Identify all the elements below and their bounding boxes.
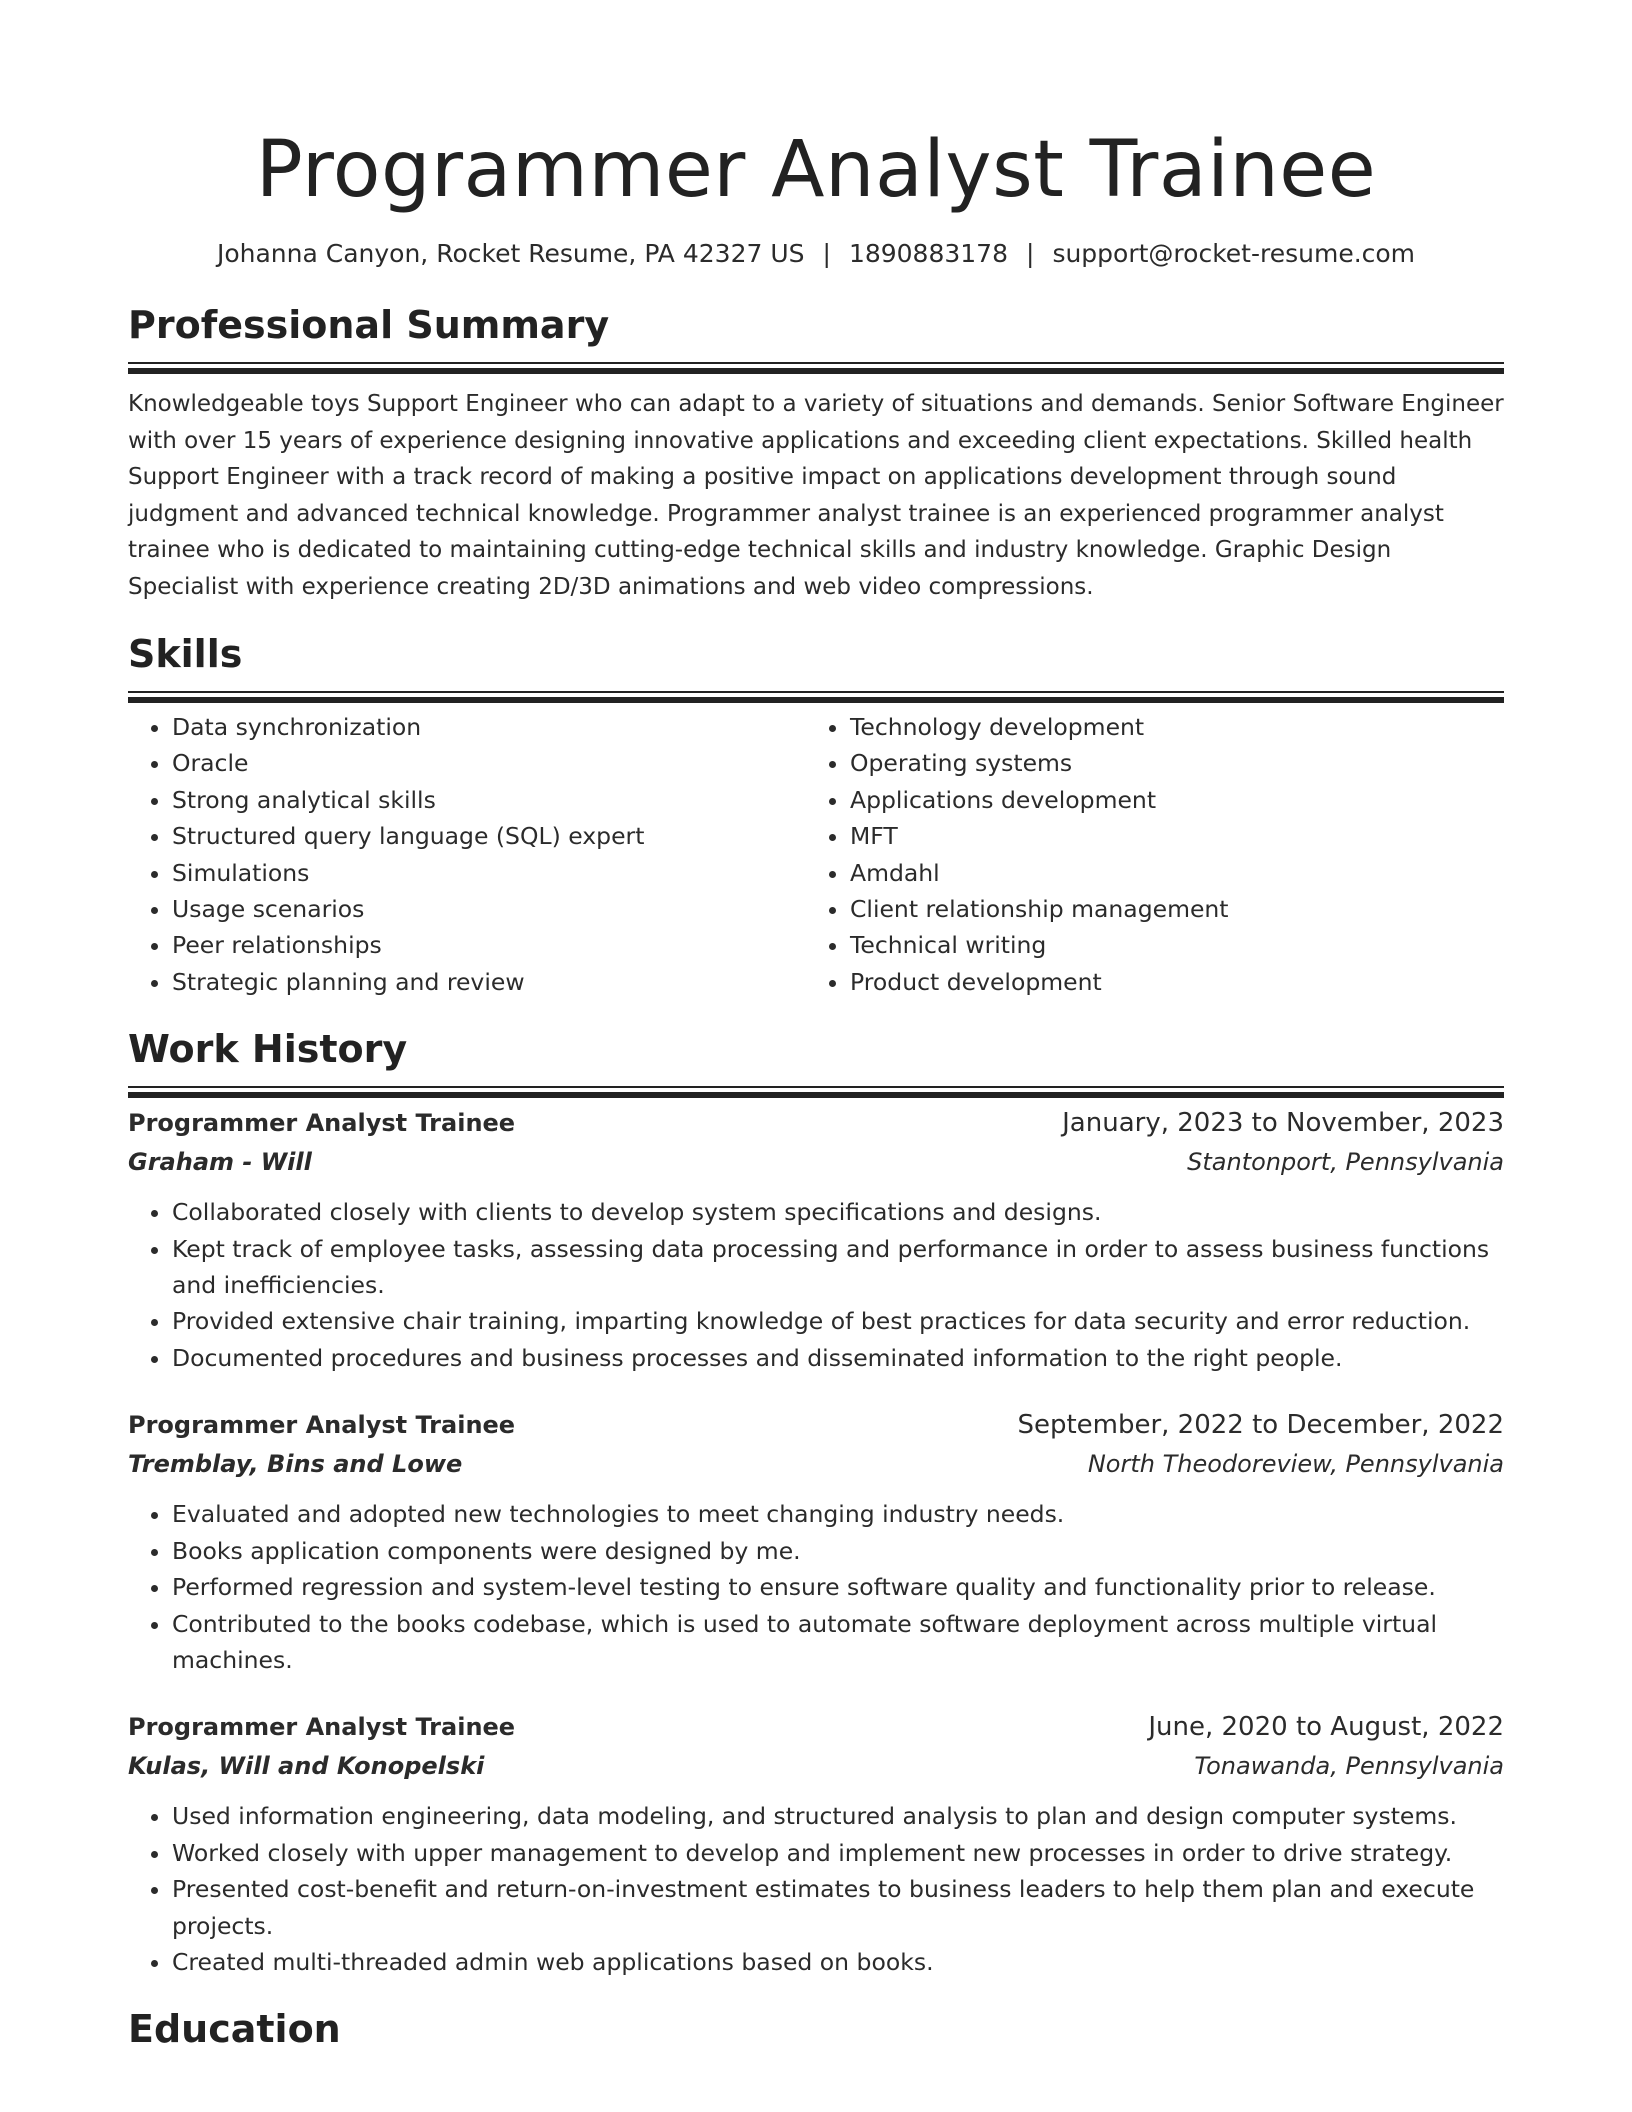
job-bullet: • Used information engineering, data modeling, and structured analysis to plan and design computer systems. <box>172 1798 1504 1834</box>
job-bullet: • Documented procedures and business processes and disseminated information to the right people. <box>172 1340 1504 1376</box>
skill-item: • Simulations <box>172 855 806 891</box>
job-company: Kulas, Will and Konopelski <box>128 1752 485 1781</box>
skill-item: • Strong analytical skills <box>172 782 806 818</box>
work-history-section <box>128 1026 1504 1980</box>
skills-grid <box>128 709 1504 1000</box>
skill-item: • Client relationship management <box>850 891 1484 927</box>
summary-section <box>128 302 1504 605</box>
job-header <box>128 1708 1504 1747</box>
contact-separator: | <box>1026 239 1035 268</box>
job-dates: January, 2023 to November, 2023 <box>1062 1108 1504 1139</box>
job-dates: June, 2020 to August, 2022 <box>1148 1712 1504 1743</box>
skill-item: • Technical writing <box>850 927 1484 963</box>
job-bullet: • Collaborated closely with clients to develop system specifications and designs. <box>172 1194 1504 1230</box>
skill-item: • Technology development <box>850 709 1484 745</box>
job-bullet: • Provided extensive chair training, imparting knowledge of best practices for data security and error reduction. <box>172 1303 1504 1339</box>
job-company: Graham - Will <box>128 1148 312 1177</box>
contact-email: support@rocket-resume.com <box>1052 239 1416 268</box>
section-title-summary: Professional Summary <box>128 303 610 347</box>
resume-page <box>128 0 1504 2052</box>
job-title: Programmer Analyst Trainee <box>128 1713 516 1742</box>
contact-separator: | <box>822 239 831 268</box>
skills-list-left <box>128 709 806 1000</box>
job-entry <box>128 1708 1504 1980</box>
skill-item: • Applications development <box>850 782 1484 818</box>
job-bullet: • Worked closely with upper management to develop and implement new processes in order to drive strategy. <box>172 1835 1504 1871</box>
job-subheader <box>128 1445 1504 1484</box>
section-title-skills: Skills <box>128 632 243 676</box>
summary-text: Knowledgeable toys Support Engineer who can adapt to a variety of situations and demands. Senior Software Engineer with over 15 years of experience designing innovative applications and exceeding client expectations. Skilled health Support Engineer with a track record of making a positive impact on applications development through sound judgment and advanced technical knowledge. Programmer analyst trainee is an experienced programmer analyst trainee who is dedicated to maintaining cutting-edge technical skills and industry knowledge. Graphic Design Specialist with experience creating 2D/3D animations and web video compressions. <box>128 391 1504 600</box>
section-title-education: Education <box>128 2007 341 2052</box>
job-company: Tremblay, Bins and Lowe <box>128 1450 463 1479</box>
skills-column-left <box>128 709 806 1000</box>
job-bullet: • Performed regression and system-level testing to ensure software quality and functionality prior to release. <box>172 1569 1504 1605</box>
section-divider <box>128 1086 1504 1088</box>
section-divider <box>128 691 1504 693</box>
skill-item: • Peer relationships <box>172 927 806 963</box>
job-bullet: • Presented cost-benefit and return-on-investment estimates to business leaders to help them plan and execute projects. <box>172 1871 1504 1944</box>
job-bullet: • Created multi-threaded admin web applications based on books. <box>172 1944 1504 1980</box>
job-location: North Theodoreview, Pennsylvania <box>1087 1450 1504 1479</box>
skills-list-right <box>806 709 1484 1000</box>
resume-name: Programmer Analyst Trainee <box>255 125 1377 215</box>
skill-item: • Structured query language (SQL) expert <box>172 818 806 854</box>
skill-item: • Product development <box>850 964 1484 1000</box>
job-location: Stantonport, Pennsylvania <box>1187 1148 1504 1177</box>
job-dates: September, 2022 to December, 2022 <box>1017 1410 1504 1441</box>
job-header <box>128 1406 1504 1445</box>
skill-item: • MFT <box>850 818 1484 854</box>
job-entry <box>128 1104 1504 1376</box>
skill-item: • Operating systems <box>850 745 1484 781</box>
job-bullet: • Contributed to the books codebase, which is used to automate software deployment across multiple virtual machines. <box>172 1606 1504 1679</box>
contact-line <box>128 238 1504 270</box>
job-bullet: • Kept track of employee tasks, assessing data processing and performance in order to assess business functions and inefficiencies. <box>172 1231 1504 1304</box>
job-bullet: • Books application components were designed by me. <box>172 1533 1504 1569</box>
job-subheader <box>128 1143 1504 1182</box>
job-header <box>128 1104 1504 1143</box>
skill-item: • Usage scenarios <box>172 891 806 927</box>
skill-item: • Data synchronization <box>172 709 806 745</box>
job-bullets <box>128 1798 1504 1980</box>
job-bullets <box>128 1194 1504 1376</box>
contact-address: Johanna Canyon, Rocket Resume, PA 42327 US <box>216 239 805 268</box>
job-entry <box>128 1406 1504 1678</box>
section-divider <box>128 362 1504 364</box>
contact-phone: 1890883178 <box>848 239 1008 268</box>
skills-column-right <box>806 709 1484 1000</box>
job-bullet: • Evaluated and adopted new technologies to meet changing industry needs. <box>172 1496 1504 1532</box>
section-title-work-history: Work History <box>128 1027 408 1072</box>
job-title: Programmer Analyst Trainee <box>128 1109 516 1138</box>
job-title: Programmer Analyst Trainee <box>128 1411 516 1440</box>
job-location: Tonawanda, Pennsylvania <box>1194 1752 1504 1781</box>
skill-item: • Oracle <box>172 745 806 781</box>
skills-section <box>128 631 1504 1000</box>
skill-item: • Amdahl <box>850 855 1484 891</box>
job-subheader <box>128 1747 1504 1786</box>
skill-item: • Strategic planning and review <box>172 964 806 1000</box>
education-section <box>128 2006 1504 2052</box>
job-bullets <box>128 1496 1504 1678</box>
